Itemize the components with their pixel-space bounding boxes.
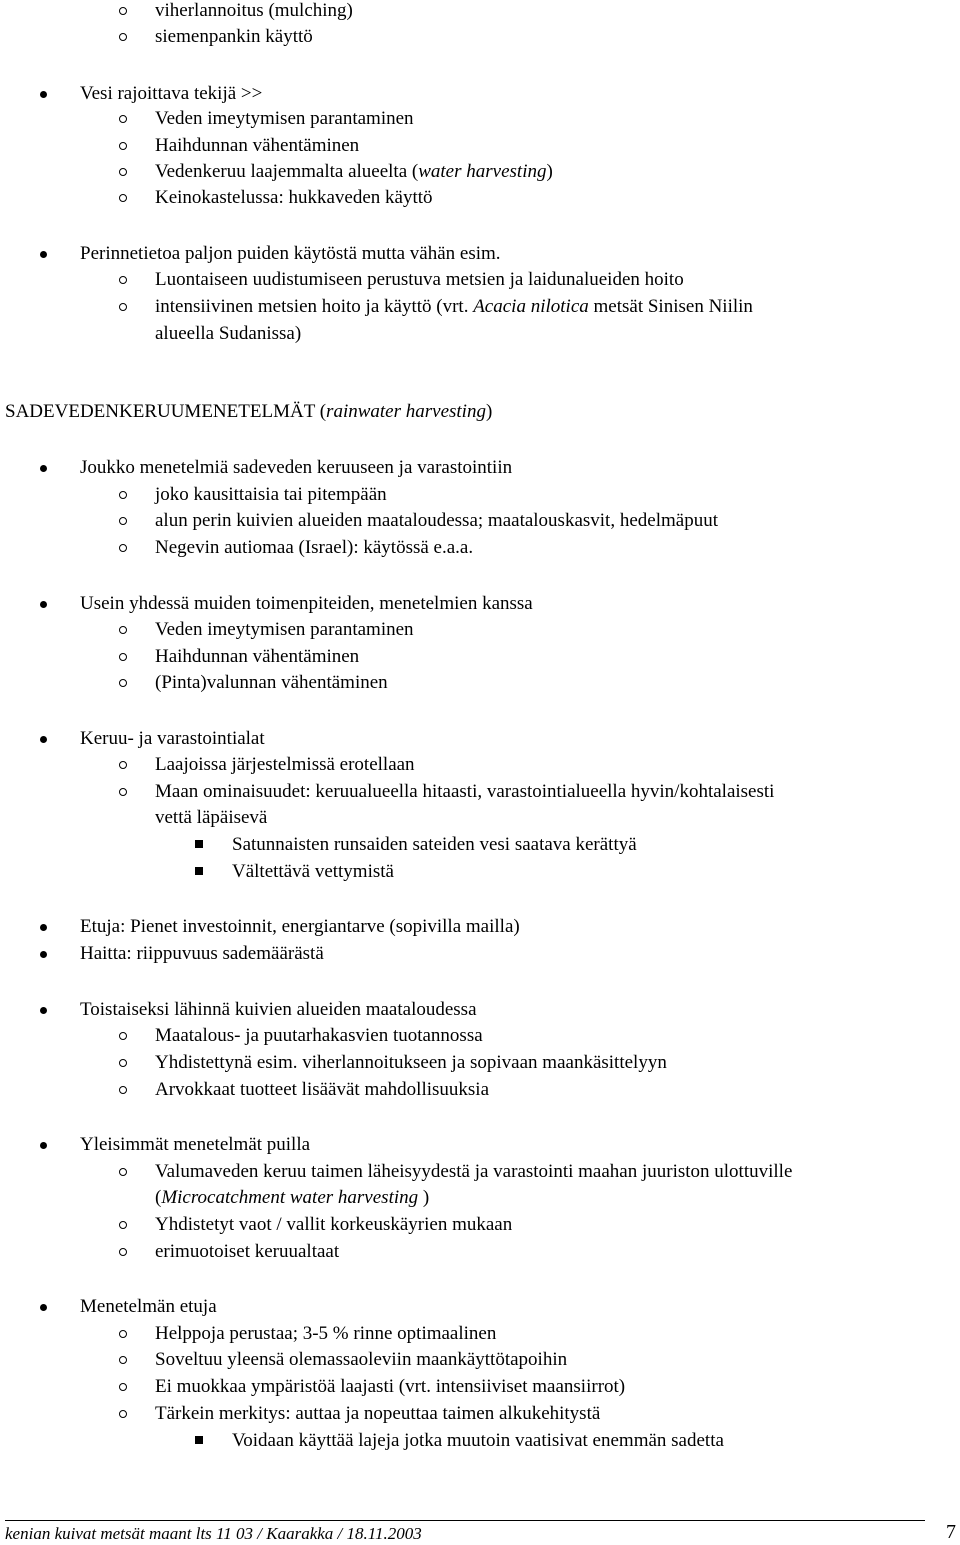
list-item: Veden imeytymisen parantaminen [155,108,414,129]
italic-term: water harvesting [418,161,547,182]
text-run: ) [546,161,553,182]
list-item: Luontaiseen uudistumiseen perustuva metsien ja laidunalueiden hoito [155,269,684,290]
list-item: siemenpankin käyttö [155,26,313,47]
footer-text: kenian kuivat metsät maant lts 11 03 / Kaarakka / 18.11.2003 [5,1524,422,1543]
italic-term: Microcatchment water harvesting [161,1187,419,1208]
list-item: Tärkein merkitys: auttaa ja nopeuttaa taimen alkukehitystä [155,1403,601,1424]
text-run: ) [418,1187,430,1208]
list-item: Arvokkaat tuotteet lisäävät mahdollisuuksia [155,1079,490,1100]
list-item: Yhdistettynä esim. viherlannoitukseen ja sopivaan maankäsittelyyn [155,1052,667,1073]
heading-text: ) [485,401,493,422]
list-item: Etuja: Pienet investoinnit, energiantarve (sopivilla mailla) [80,916,520,937]
list-item: viherlannoitus (mulching) [155,0,353,21]
list-item: (Pinta)valunnan vähentäminen [155,672,388,693]
list-item: joko kausittaisia tai pitempään [155,484,387,505]
heading-text: SADEVEDENKERUUMENETELMÄT ( [5,401,327,422]
list-item-continuation: vettä läpäisevä [155,807,268,828]
list-item: Negevin autiomaa (Israel): käytössä e.a.a. [155,537,474,558]
list-item: Perinnetietoa paljon puiden käytöstä mutta vähän esim. [80,243,501,264]
text-run: metsät Sinisen Niilin [588,296,753,317]
list-item: Keruu- ja varastointialat [80,728,265,749]
list-item: Ei muokkaa ympäristöä laajasti (vrt. intensiiviset maansiirrot) [155,1376,626,1397]
list-item: Maan ominaisuudet: keruualueella hitaasti, varastointialueella hyvin/kohtalaisesti [155,781,775,802]
italic-term: rainwater harvesting [326,401,486,422]
list-item: Yhdistetyt vaot / vallit korkeuskäyrien mukaan [155,1214,513,1235]
list-item: Laajoissa järjestelmissä erotellaan [155,754,415,775]
list-item: Valumaveden keruu taimen läheisyydestä ja varastointi maahan juuriston ulottuville [155,1161,793,1182]
list-item: Usein yhdessä muiden toimenpiteiden, menetelmien kanssa [80,593,533,614]
list-item-continuation [155,1187,429,1209]
list-item: Veden imeytymisen parantaminen [155,619,414,640]
list-item: Satunnaisten runsaiden sateiden vesi saatava kerättyä [232,834,637,855]
list-item: alun perin kuivien alueiden maataloudessa; maatalouskasvit, hedelmäpuut [155,510,718,531]
footer-rule [5,1520,925,1521]
list-item: Vesi rajoittava tekijä >> [80,83,263,104]
list-item: Toistaiseksi lähinnä kuivien alueiden maataloudessa [80,999,477,1020]
list-item: Joukko menetelmiä sadeveden keruuseen ja varastointiin [80,457,513,478]
list-item: Haihdunnan vähentäminen [155,646,360,667]
section-heading [5,401,492,423]
list-item: Haihdunnan vähentäminen [155,135,360,156]
text-run: Vedenkeruu laajemmalta alueelta ( [155,161,419,182]
page-number: 7 [946,1521,956,1543]
list-item: Soveltuu yleensä olemassaoleviin maankäyttötapoihin [155,1349,568,1370]
list-item: erimuotoiset keruualtaat [155,1241,340,1262]
list-item: Yleisimmät menetelmät puilla [80,1134,311,1155]
list-item [155,296,753,318]
list-item: Keinokastelussa: hukkaveden käyttö [155,187,433,208]
list-item: Voidaan käyttää lajeja jotka muutoin vaatisivat enemmän sadetta [232,1430,724,1451]
text-run: ( [155,1187,162,1208]
list-item [155,161,553,183]
list-item: Maatalous- ja puutarhakasvien tuotannossa [155,1025,483,1046]
list-item: Vältettävä vettymistä [232,861,394,882]
list-item-continuation: alueella Sudanissa) [155,323,302,344]
list-item: Helppoja perustaa; 3-5 % rinne optimaalinen [155,1323,497,1344]
italic-term: Acacia nilotica [473,296,589,317]
list-item: Haitta: riippuvuus sademäärästä [80,943,324,964]
text-run: intensiivinen metsien hoito ja käyttö (vrt. [155,296,474,317]
list-item: Menetelmän etuja [80,1296,217,1317]
